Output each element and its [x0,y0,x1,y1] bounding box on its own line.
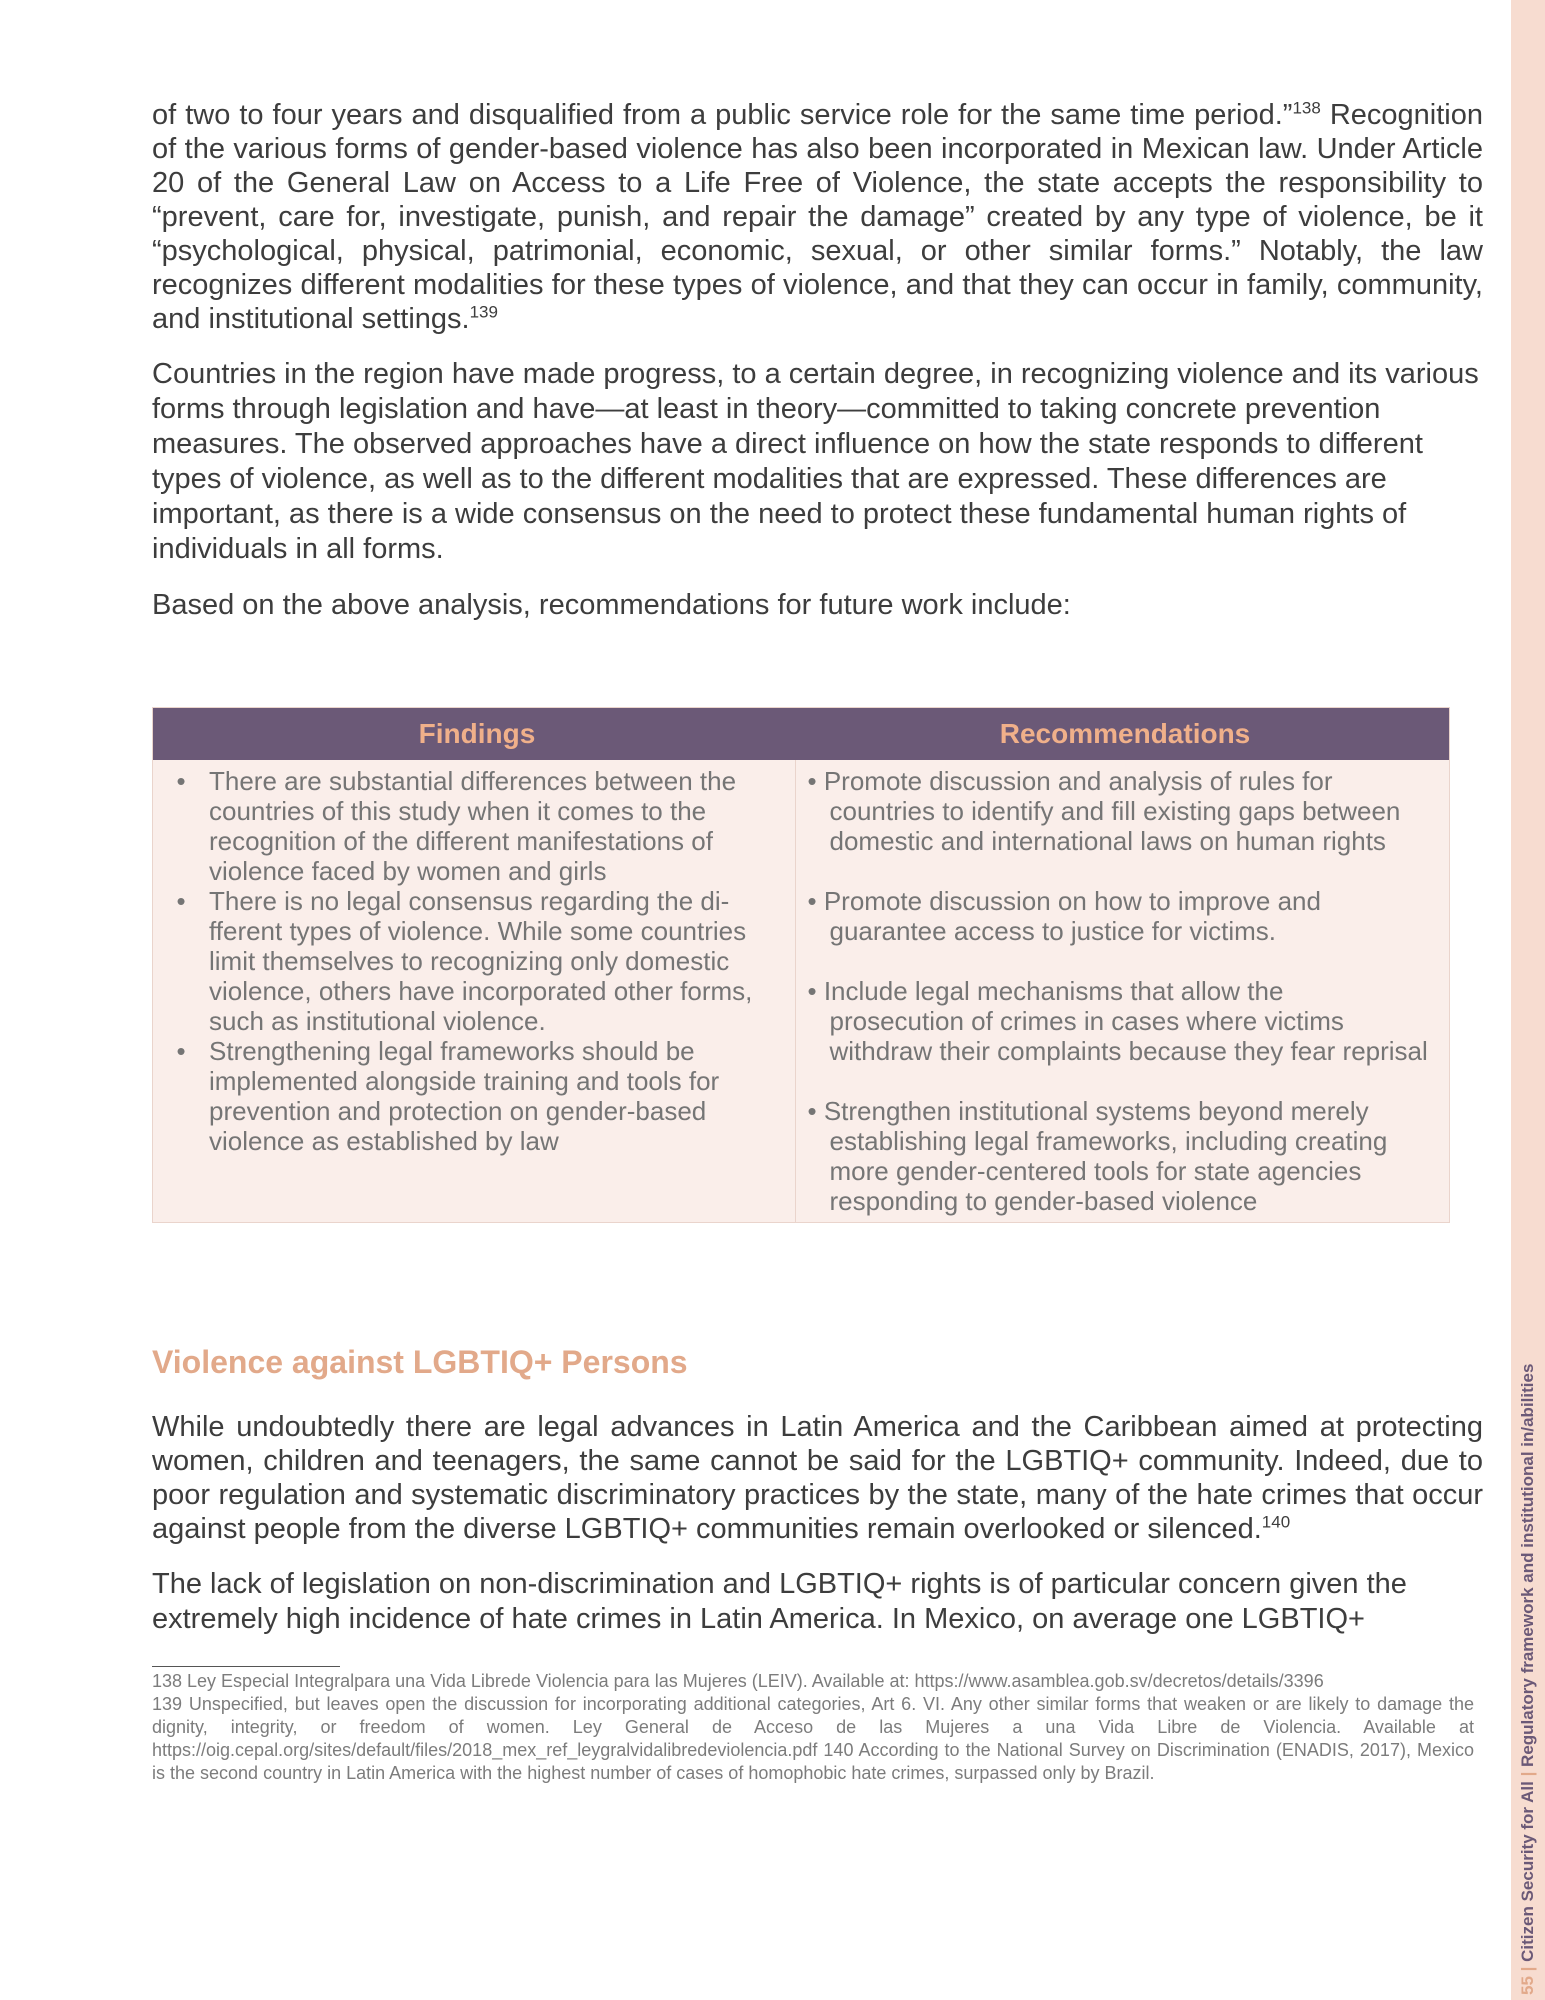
footnote-139-140: 139 Unspecified, but leaves open the discussion for incorporating additional categories, Art 6. VI. Any other similar forms that weaken or are likely to damage the dignity, integrity, or freedom of women. Ley General de Acceso de las Mujeres a una Vida Libre de Violencia. Available at https://oig.cepal.org/sites/default/files/2018_mex_ref_leygralvidalibredeviolencia.pdf 140 According to the National Survey on Discrimination (ENADIS, 2017), Mexico is the second country in Latin America with the highest number of cases of homophobic hate crimes, surpassed only by Brazil. [152,1694,1474,1783]
recommendations-column [796,760,1450,1222]
section-body [152,1410,1483,1658]
bullet-icon: • [176,1036,186,1066]
recommendation-item: • Promote discussion and analysis of rules for countries to identify and fill existing gaps between domestic and international laws on human rights [807,766,1401,856]
footnotes [152,1670,1474,1785]
paragraph-lgbtiq-legislation: The lack of legislation on non-discrimination and LGBTIQ+ rights is of particular concern given the extremely high incidence of hate crimes in Latin America. In Mexico, on average one LGBTIQ+ [152,1568,1407,1635]
bullet-icon: • [176,886,186,916]
chapter-title: Regulatory framework and institutional in/abilities [1518,1363,1537,1767]
paragraph-progress: Countries in the region have made progress, to a certain degree, in recognizing violence and its various forms through legislation and have—at least in theory—committed to taking concrete prevention measures. The observed approaches have a direct influence on how the state responds to different types of violence, as well as to the different modalities that are expressed. These differences are important, as there is a wide consensus on the need to protect these fundamental human rights of individuals in all forms. [152,358,1479,565]
header-recommendations: Recommendations [999,718,1251,749]
finding-item: • Strengthening legal frameworks should be implemented alongside training and tools for prevention and protection on gender-based violence as established by law [153,1036,785,1156]
bullet-icon: • [176,766,186,796]
footnote-ref-140[interactable]: 140 [1261,1512,1291,1532]
findings-recommendations-table [152,707,1450,1223]
footnote-divider [152,1666,340,1667]
finding-item: • There are substantial differences between the countries of this study when it comes to the recognition of the different manifestations of violence faced by women and girls [153,766,785,886]
publication-title: Citizen Security for All [1518,1781,1537,1962]
findings-column [153,760,796,1222]
section-heading: Violence against LGBTIQ+ Persons [152,1344,688,1380]
table-header [153,708,1449,760]
running-footer: 55 | Citizen Security for All | Regulatory framework and institutional in/abilities [1518,1363,1537,1995]
paragraph-intro: of two to four years and disqualified from a public service role for the same time period.”$^{138}$ Recognition of the various forms of gender-based violence has also been incorporated in Mexican law. Under Article 20 of the General Law on Access to a Life Free of Violence, the state accepts the responsibility to “prevent, care for, investigate, punish, and repair the damage” created by any type of violence, be it “psychological, physical, patrimonial, economic, sexual, or other similar forms.” Notably, the law recognizes different modalities for these types of violence, and that they can occur in family, community, and institutional settings.$^{139}$ [152,98,1483,335]
footnote-ref-138[interactable]: 138 [1292,98,1321,118]
recommendation-item: • Include legal mechanisms that allow the prosecution of crimes in cases where victims withdraw their complaints because they fear reprisal [807,976,1428,1066]
page-number: 55 [1518,1976,1537,1995]
paragraph-lgbtiq-advances: While undoubtedly there are legal advances in Latin America and the Caribbean aimed at protecting women, children and teenagers, the same cannot be said for the LGBTIQ+ community. Indeed, due to poor regulation and systematic discriminatory practices by the state, many of the hate crimes that occur against people from the diverse LGBTIQ+ communities remain overlooked or silenced.$^{140}$ [152,1411,1483,1545]
recommendation-item: • Promote discussion on how to improve and guarantee access to justice for victims. [807,886,1321,946]
recommendation-item: • Strengthen institutional systems beyond merely establishing legal frameworks, including creating more gender-centered tools for state agencies responding to gender-based violence [807,1096,1388,1216]
finding-item: • There is no legal consensus regarding the di- fferent types of violence. While some countries limit themselves to recognizing only domestic violence, others have incorporated other forms, such as institutional violence. [153,886,785,1036]
header-findings: Findings [418,718,536,749]
paragraph-recommendations-intro: Based on the above analysis, recommendations for future work include: [152,589,1071,621]
table-body [153,760,1449,1222]
main-body [152,98,1483,643]
footnote-138: 138 Ley Especial Integralpara una Vida Librede Violencia para las Mujeres (LEIV). Available at: https://www.asamblea.gob.sv/decretos/details/3396 [152,1671,1324,1691]
footnote-ref-139[interactable]: 139 [469,302,498,322]
